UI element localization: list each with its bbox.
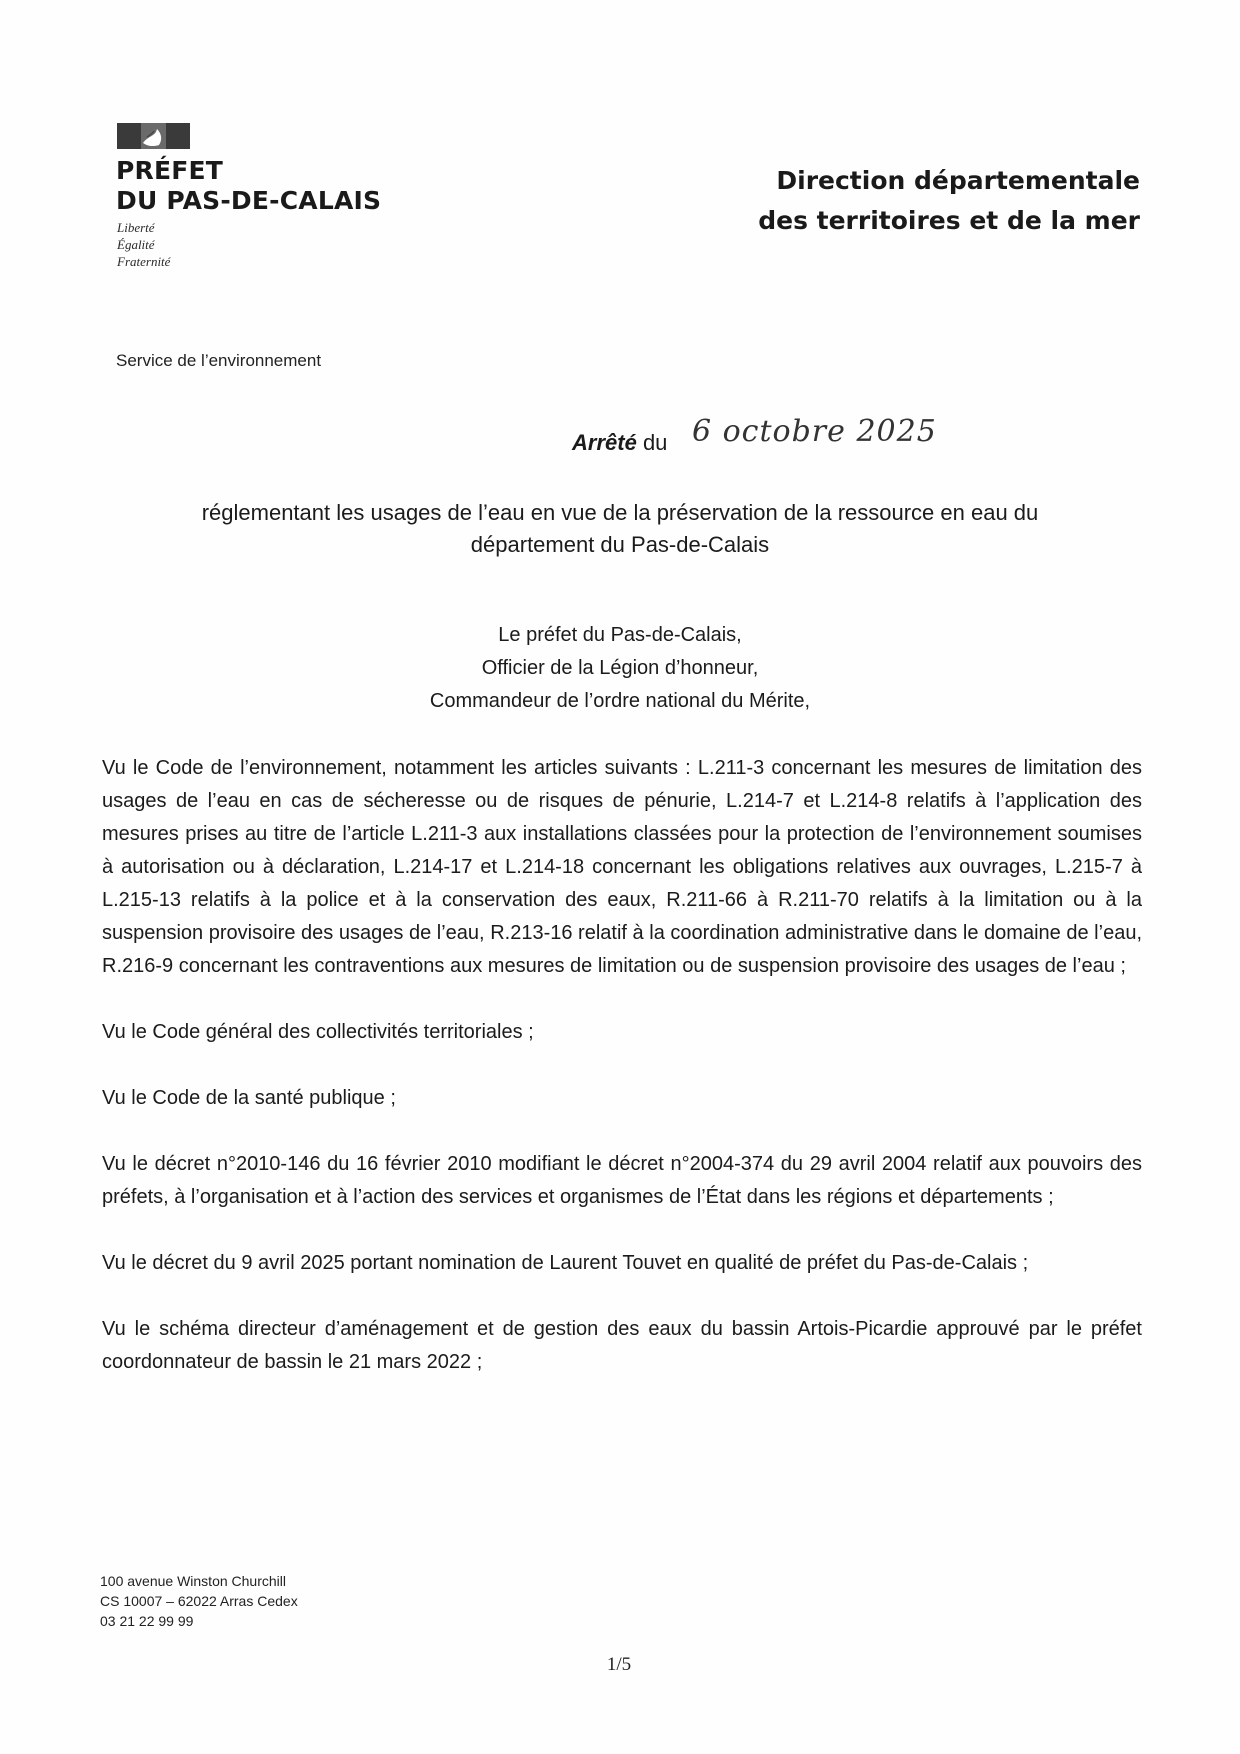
marianne-logo-icon	[117, 123, 190, 149]
republic-motto	[117, 219, 170, 270]
arrete-label: Arrêté	[572, 430, 637, 455]
subject-line1: réglementant les usages de l’eau en vue de la préservation de la ressource en eau du	[201, 500, 1039, 525]
direction-line2: des territoires et de la mer	[758, 206, 1140, 235]
direction-heading	[758, 161, 1140, 241]
visas-body	[102, 752, 1142, 1412]
subject-line2: département du Pas-de-Calais	[470, 532, 770, 557]
service-name: Service de l’environnement	[116, 351, 322, 370]
footer-address	[100, 1571, 298, 1631]
visa-paragraph: Vu le décret du 9 avril 2025 portant nomination de Laurent Touvet en qualité de préfet du Pas-de-Calais ;	[102, 1252, 1029, 1274]
prefecture-name	[116, 156, 381, 216]
motto-egalite: Égalité	[117, 237, 155, 252]
visa-paragraph: Vu le Code de la santé publique ;	[102, 1087, 396, 1109]
page-number: 1/5	[606, 1654, 632, 1675]
prefect-titles	[260, 619, 980, 718]
visa-paragraph: Vu le schéma directeur d’aménagement et de gestion des eaux du bassin Artois-Picardie approuvé par le préfet coordonnateur de bassin le 21 mars 2022 ;	[102, 1318, 1142, 1373]
address-line2: CS 10007 – 62022 Arras Cedex	[100, 1593, 298, 1609]
title-line2: Officier de la Légion d’honneur,	[481, 657, 759, 679]
visa-paragraph: Vu le décret n°2010-146 du 16 février 2010 modifiant le décret n°2004-374 du 29 avril 2004 relatif aux pouvoirs des préfets, à l’organisation et à l’action des services et organismes de l’État dans les régions et départements ;	[102, 1153, 1142, 1208]
arrete-heading	[572, 414, 937, 456]
visa-paragraph: Vu le Code de l’environnement, notamment les articles suivants : L.211-3 concernant les mesures de limitation des usages de l’eau en cas de sécheresse ou de risques de pénurie, L.214-7 et L.214-8 relatifs à l’application des mesures prises au titre de l’article L.211-3 aux installations classées pour la protection de l’environnement soumises à autorisation ou à déclaration, L.214-17 et L.214-18 concernant les obligations relatives aux ouvrages, L.215-7 à L.215-13 relatifs à la police et à la conservation des eaux, R.211-66 à R.211-70 relatifs à la limitation ou à la suspension provisoire des usages de l’eau, R.213-16 relatif à la coordination administrative dans le domaine de l’eau, R.216-9 concernant les contraventions aux mesures de limitation ou de suspension provisoire des usages de l’eau ;	[102, 757, 1142, 977]
title-line1: Le préfet du Pas-de-Calais,	[498, 624, 742, 646]
prefecture-name-line2: DU PAS-DE-CALAIS	[116, 186, 382, 215]
title-line3: Commandeur de l’ordre national du Mérite,	[429, 690, 811, 712]
visa-paragraph: Vu le Code général des collectivités territoriales ;	[102, 1021, 534, 1043]
motto-liberte: Liberté	[117, 220, 155, 235]
direction-line1: Direction départementale	[776, 166, 1140, 195]
phone-number: 03 21 22 99 99	[100, 1613, 194, 1629]
arrete-date-handwritten: 6 octobre 2025	[692, 414, 937, 449]
address-line1: 100 avenue Winston Churchill	[100, 1573, 286, 1589]
arrete-subject	[120, 497, 1120, 561]
arrete-du: du	[642, 430, 668, 455]
prefecture-name-line1: PRÉFET	[116, 156, 224, 185]
motto-fraternite: Fraternité	[117, 254, 171, 269]
